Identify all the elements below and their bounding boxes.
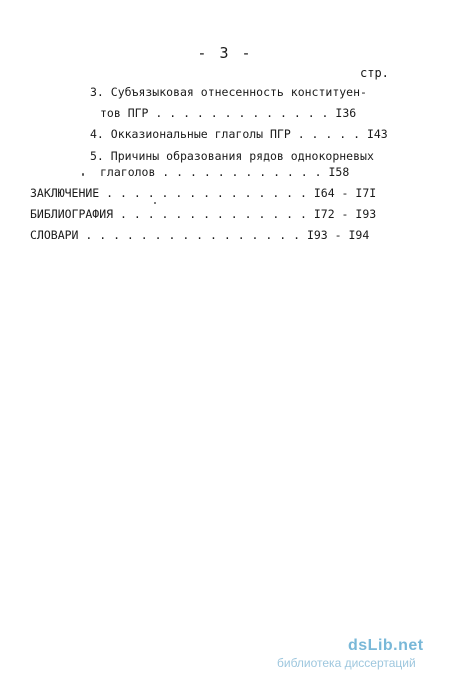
scan-speck bbox=[154, 202, 156, 204]
toc-line-dictionaries: СЛОВАРИ . . . . . . . . . . . . . . . . I93 - I94 bbox=[30, 228, 370, 242]
watermark-logo: dsLib.net bbox=[348, 637, 424, 654]
watermark-subtitle: библиотека диссертаций bbox=[277, 656, 416, 670]
toc-line-4: 4. Окказиональные глаголы ПГР . . . . . I43 bbox=[90, 127, 388, 141]
toc-line-5-second: глаголов . . . . . . . . . . . . I58 bbox=[100, 165, 350, 179]
toc-line-conclusion: ЗАКЛЮЧЕНИЕ . . . . . . . . . . . . . . . I64 - I7I bbox=[30, 186, 377, 200]
scan-speck bbox=[82, 173, 84, 176]
toc-line-3-second: тов ПГР . . . . . . . . . . . . . I36 bbox=[100, 106, 357, 120]
toc-line-5-first: 5. Причины образования рядов однокорневых bbox=[90, 149, 374, 163]
page-column-header: стр. bbox=[360, 66, 389, 80]
page-number: - 3 - bbox=[197, 44, 253, 62]
toc-line-bibliography: БИБЛИОГРАФИЯ . . . . . . . . . . . . . . I72 - I93 bbox=[30, 207, 377, 221]
toc-line-3-first: 3. Субъязыковая отнесенность конституен- bbox=[90, 85, 367, 99]
